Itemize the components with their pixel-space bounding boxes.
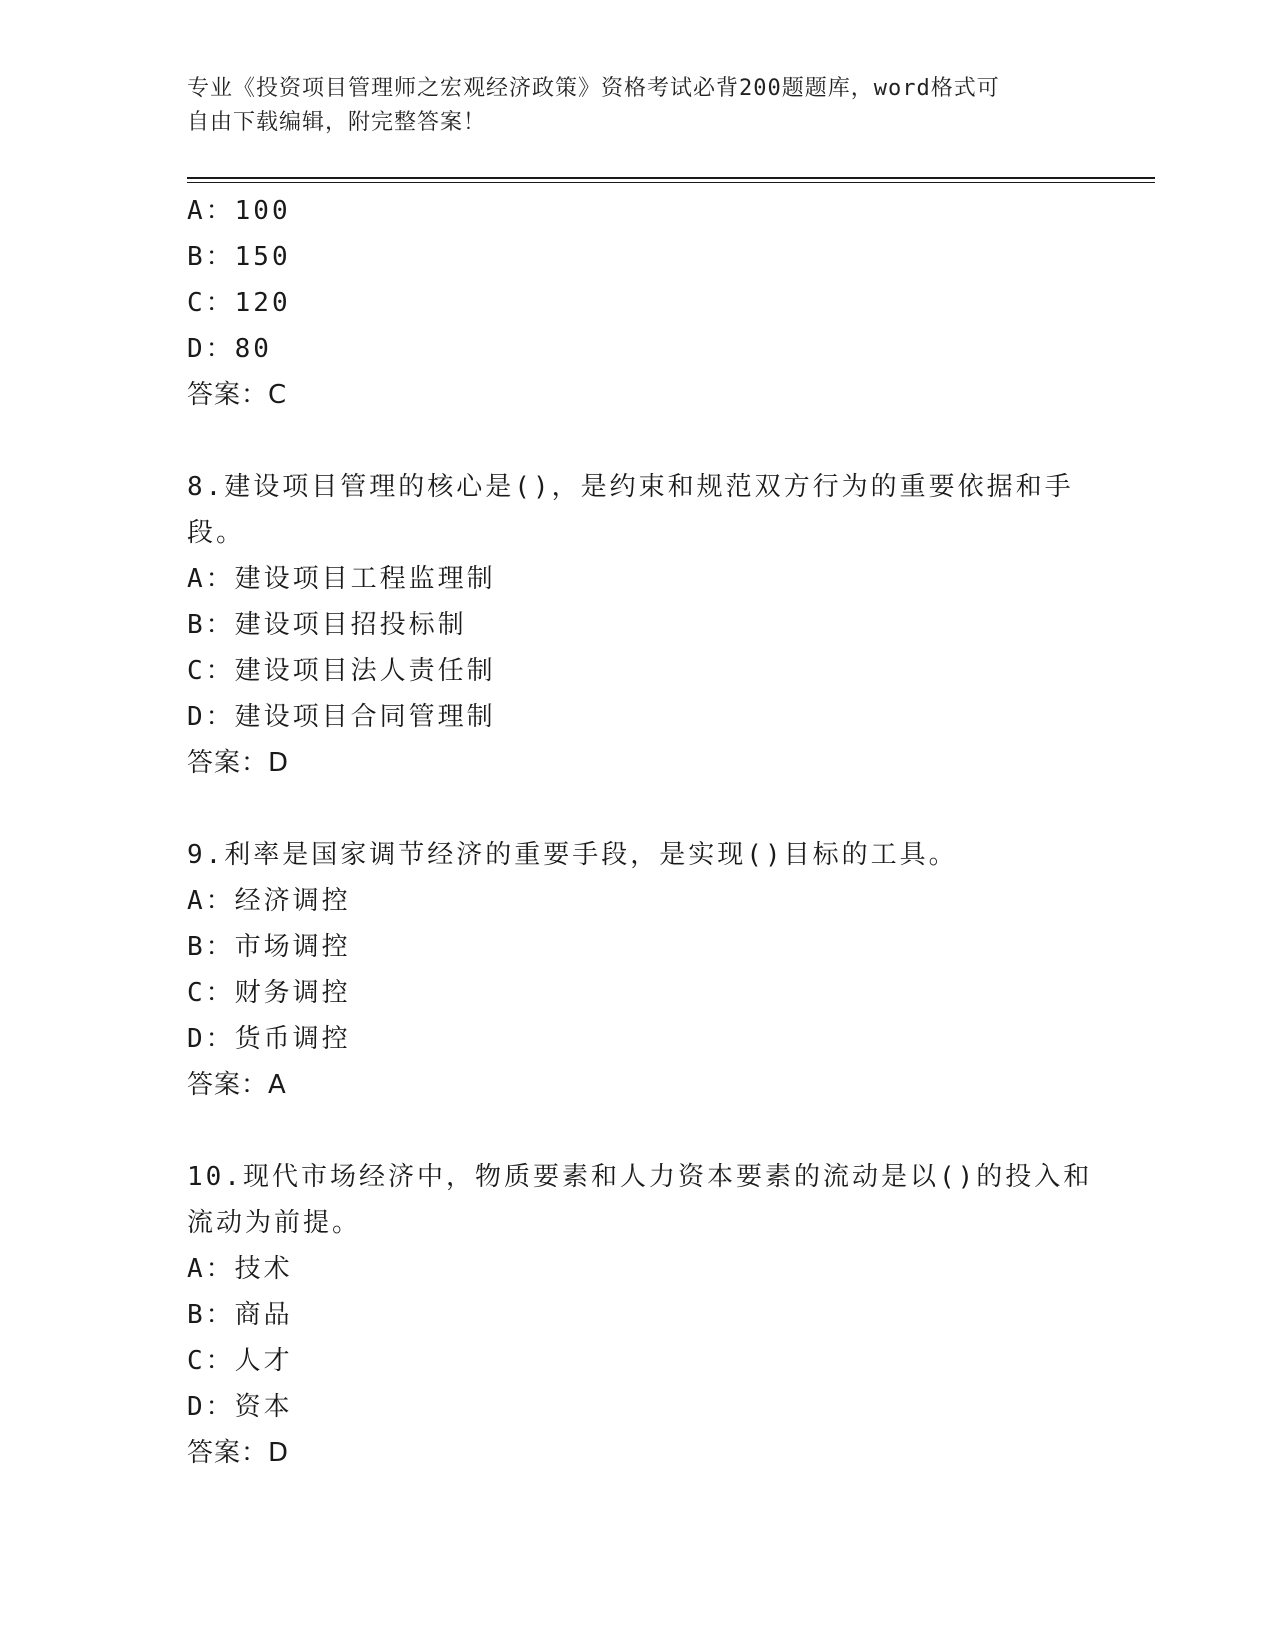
question-8 [187, 464, 1087, 786]
option-d: D：货币调控 [187, 1024, 351, 1054]
option-a: A：经济调控 [187, 886, 351, 916]
header-line-1: 专业《投资项目管理师之宏观经济政策》资格考试必背200题题库，word格式可 [187, 76, 1000, 101]
header-divider-thin [187, 182, 1155, 183]
spacer [187, 786, 1087, 832]
option-d: D：资本 [187, 1392, 293, 1422]
answer-line: 答案：A [187, 1070, 287, 1100]
option-a: A：建设项目工程监理制 [187, 564, 496, 594]
answer-line: 答案：D [187, 748, 290, 778]
option-a: A：100 [187, 196, 291, 226]
option-d: D：建设项目合同管理制 [187, 702, 496, 732]
question-stem-line-1: 8.建设项目管理的核心是()，是约束和规范双方行为的重要依据和手 [187, 472, 1074, 502]
option-c: C：建设项目法人责任制 [187, 656, 496, 686]
answer-line: 答案：C [187, 380, 288, 410]
option-c: C：人才 [187, 1346, 293, 1376]
question-stem-line-2: 流动为前提。 [187, 1208, 362, 1238]
option-b: B：商品 [187, 1300, 293, 1330]
option-d: D：80 [187, 334, 272, 364]
header-line-2: 自由下载编辑，附完整答案！ [187, 110, 487, 135]
option-b: B：150 [187, 242, 291, 272]
option-c: C：财务调控 [187, 978, 351, 1008]
option-c: C：120 [187, 288, 291, 318]
question-10 [187, 1154, 1093, 1476]
option-b: B：市场调控 [187, 932, 351, 962]
question-list [187, 188, 1093, 1476]
question-stem-line-1: 9.利率是国家调节经济的重要手段，是实现()目标的工具。 [187, 840, 958, 870]
question-7 [187, 188, 1087, 418]
spacer [187, 418, 1087, 464]
question-9 [187, 832, 1087, 1108]
option-b: B：建设项目招投标制 [187, 610, 467, 640]
question-stem-line-1: 10.现代市场经济中，物质要素和人力资本要素的流动是以()的投入和 [187, 1162, 1093, 1192]
option-a: A：技术 [187, 1254, 293, 1284]
header-divider-thick [187, 177, 1155, 179]
question-stem-line-2: 段。 [187, 518, 246, 548]
answer-line: 答案：D [187, 1438, 290, 1468]
document-header [187, 72, 1087, 140]
spacer [187, 1108, 1087, 1154]
